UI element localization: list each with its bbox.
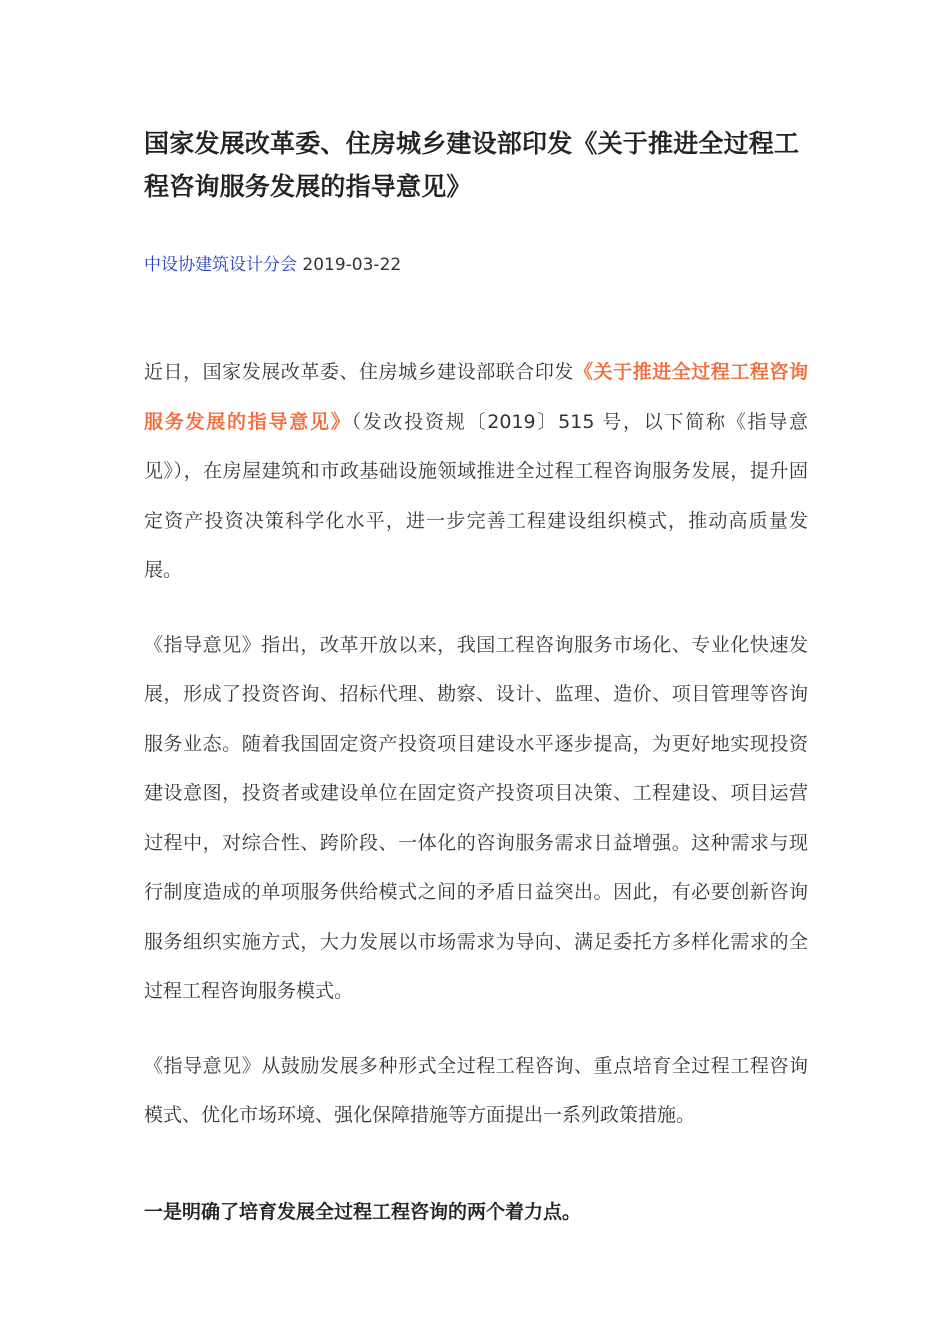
paragraph-2: 《指导意见》指出，改革开放以来，我国工程咨询服务市场化、专业化快速发展，形成了投资咨询、招标代理、勘察、设计、监理、造价、项目管理等咨询服务业态。随着我国固定资产投资项目建设水平逐步提高，为更好地实现投资建设意图，投资者或建设单位在固定资产投资项目决策、工程建设、项目运营过程中，对综合性、跨阶段、一体化的咨询服务需求日益增强。这种需求与现行制度造成的单项服务供给模式之间的矛盾日益突出。因此，有必要创新咨询服务组织实施方式，大力发展以市场需求为导向、满足委托方多样化需求的全过程工程咨询服务模式。 (144, 633, 808, 1002)
article-body (144, 348, 808, 1237)
source-link[interactable]: 中设协建筑设计分会 (144, 255, 297, 275)
publish-date: 2019-03-22 (302, 255, 402, 275)
article-title: 国家发展改革委、住房城乡建设部印发《关于推进全过程工程咨询服务发展的指导意见》 (144, 129, 800, 201)
section-heading: 一是明确了培育发展全过程工程咨询的两个着力点。 (144, 1200, 582, 1223)
article-meta (144, 253, 808, 277)
article (144, 122, 808, 1262)
paragraph-1 (144, 348, 808, 596)
paragraph-3: 《指导意见》从鼓励发展多种形式全过程工程咨询、重点培育全过程工程咨询模式、优化市场环境、强化保障措施等方面提出一系列政策措施。 (144, 1054, 808, 1126)
paragraph-1-lead: 近日，国家发展改革委、住房城乡建设部联合印发 (144, 361, 574, 383)
paragraph-1-rest: （发改投资规〔2019〕515 号，以下简称《指导意见》），在房屋建筑和市政基础设施领域推进全过程工程咨询服务发展，提升固定资产投资决策科学化水平，进一步完善工程建设组织模式，推动高质量发展。 (144, 410, 808, 581)
document-title-highlight: 《关于推进全过程工程咨询服务发展的指导意见》 (144, 361, 808, 433)
